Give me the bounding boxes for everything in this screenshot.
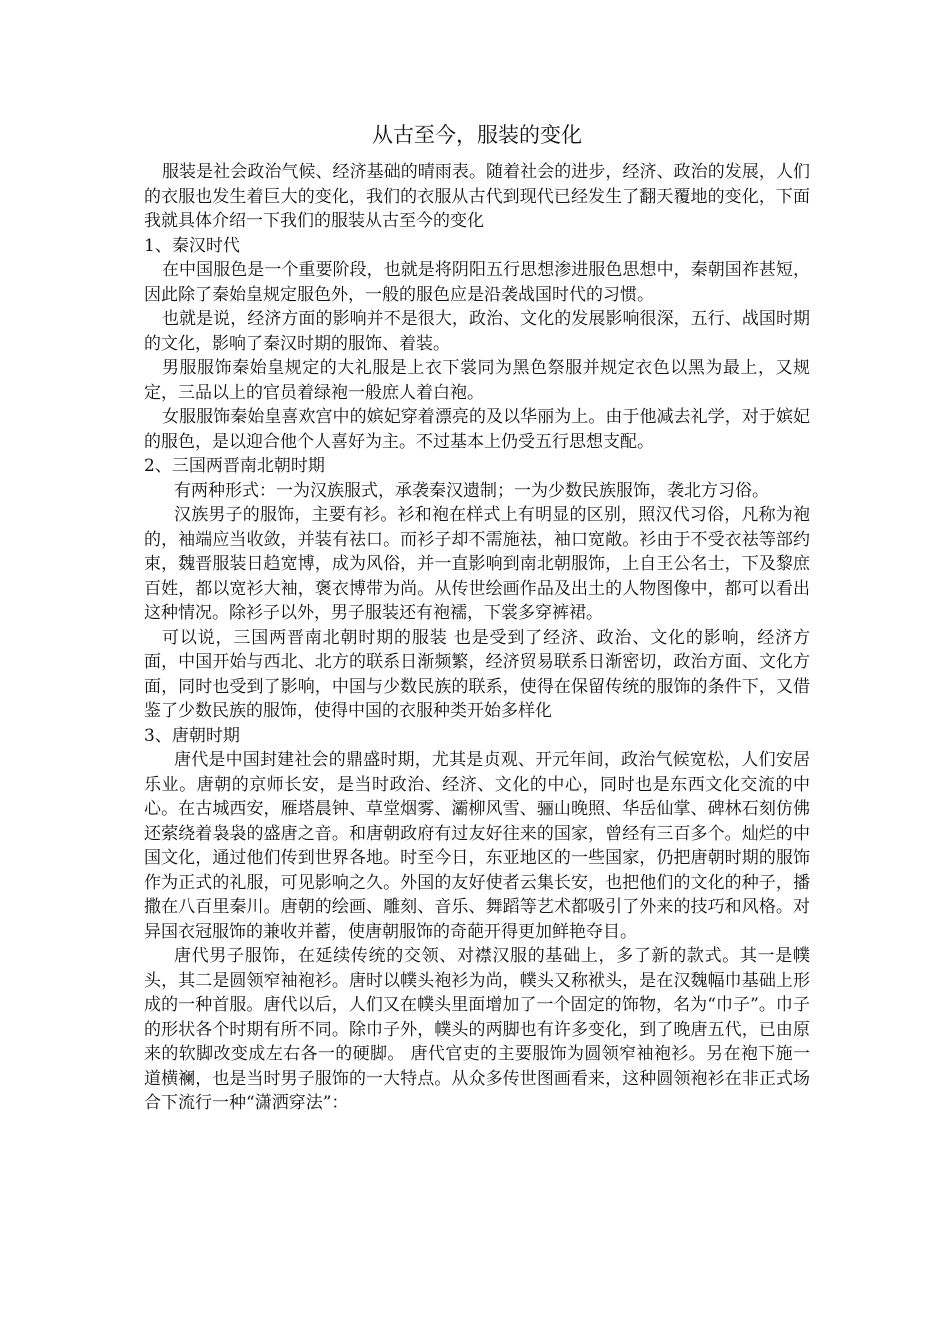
paragraph: 服装是社会政治气候、经济基础的晴雨表。随着社会的进步，经济、政治的发展，人们的衣服也发生着巨大的变化，我们的衣服从古代到现代已经发生了翻天覆地的变化，下面我就具体介绍一下我们的服装从古至今的变化: [144, 162, 810, 231]
section-heading: 2、三国两晋南北朝时期: [144, 456, 325, 476]
section-heading: 1、秦汉时代: [144, 235, 240, 256]
paragraph: 汉族男子的服饰，主要有衫。衫和袍在样式上有明显的区别，照汉代习俗，凡称为袍的，袖端应当收敛，并装有祛口。而衫子却不需施祛，袖口宽敞。衫由于不受衣祛等部约束，魏晋服装日趋宽博，成为风俗，并一直影响到南北朝服饰，上自王公名士，下及黎庶百姓，都以宽衫大袖，褒衣博带为尚。从传世绘画作品及出土的人物图像中，都可以看出这种情况。除衫子以外，男子服装还有袍襦，下裳多穿裤裙。: [144, 505, 810, 623]
paragraph: 唐代男子服饰，在延续传统的交领、对襟汉服的基础上，多了新的款式。其一是幞头，其二是圆领窄袖袍衫。唐时以幞头袍衫为尚，幞头又称袱头，是在汉魏幅巾基础上形成的一种首服。唐代以后，人们又在幞头里面增加了一个固定的饰物，名为“巾子”。巾子的形状各个时期有所不同。除巾子外，幞头的两脚也有许多变化，到了晚唐五代，已由原来的软脚改变成左右各一的硬脚。 唐代官吏的主要服饰为圆领窄袖袍衫。另在袍下施一道横襕，也是当时男子服饰的一大特点。从众多传世图画看来，这种圆领袍衫在非正式场合下流行一种“潇洒穿法”：: [144, 946, 810, 1113]
document-body: [144, 160, 810, 1116]
document-title: 从古至今，服装的变化: [372, 123, 582, 147]
section-heading: 3、唐朝时期: [144, 725, 240, 746]
paragraph: 也就是说，经济方面的影响并不是很大，政治、文化的发展影响很深，五行、战国时期的文化，影响了秦汉时期的服饰、着装。: [144, 309, 810, 354]
document-page: [144, 0, 810, 1116]
paragraph: 女服服饰秦始皇喜欢宫中的嫔妃穿着漂亮的及以华丽为上。由于他减去礼学，对于嫔妃的服色，是以迎合他个人喜好为主。不过基本上仍受五行思想支配。: [144, 407, 810, 452]
paragraph: 可以说，三国两晋南北朝时期的服装 也是受到了经济、政治、文化的影响，经济方面，中国开始与西北、北方的联系日渐频繁，经济贸易联系日渐密切，政治方面、文化方面，同时也受到了影响，中国与少数民族的联系，使得在保留传统的服饰的条件下，又借鉴了少数民族的服饰，使得中国的衣服种类开始多样化: [144, 627, 810, 721]
paragraph: 唐代是中国封建社会的鼎盛时期，尤其是贞观、开元年间，政治气候宽松，人们安居乐业。唐朝的京师长安，是当时政治、经济、文化的中心，同时也是东西文化交流的中心。在古城西安，雁塔晨钟、草堂烟雾、灞柳风雪、骊山晚照、华岳仙掌、碑林石刻仿佛还萦绕着袅袅的盛唐之音。和唐朝政府有过友好往来的国家，曾经有三百多个。灿烂的中国文化，通过他们传到世界各地。时至今日，东亚地区的一些国家，仍把唐朝时期的服饰作为正式的礼服，可见影响之久。外国的友好使者云集长安，也把他们的文化的种子，播撒在八百里秦川。唐朝的绘画、雕刻、音乐、舞蹈等艺术都吸引了外来的技巧和风格。对异国衣冠服饰的兼收并蓄，使唐朝服饰的奇葩开得更加鲜艳夺目。: [144, 750, 810, 942]
paragraph: 男服服饰秦始皇规定的大礼服是上衣下裳同为黑色祭服并规定衣色以黑为最上，又规定，三品以上的官员着绿袍一般庶人着白袍。: [144, 358, 810, 403]
paragraph: 有两种形式：一为汉族服式，承袭秦汉遗制；一为少数民族服饰，袭北方习俗。: [174, 480, 769, 501]
paragraph: 在中国服色是一个重要阶段，也就是将阴阳五行思想渗进服色思想中，秦朝国祚甚短，因此除了秦始皇规定服色外，一般的服色应是沿袭战国时代的习惯。: [144, 260, 810, 305]
